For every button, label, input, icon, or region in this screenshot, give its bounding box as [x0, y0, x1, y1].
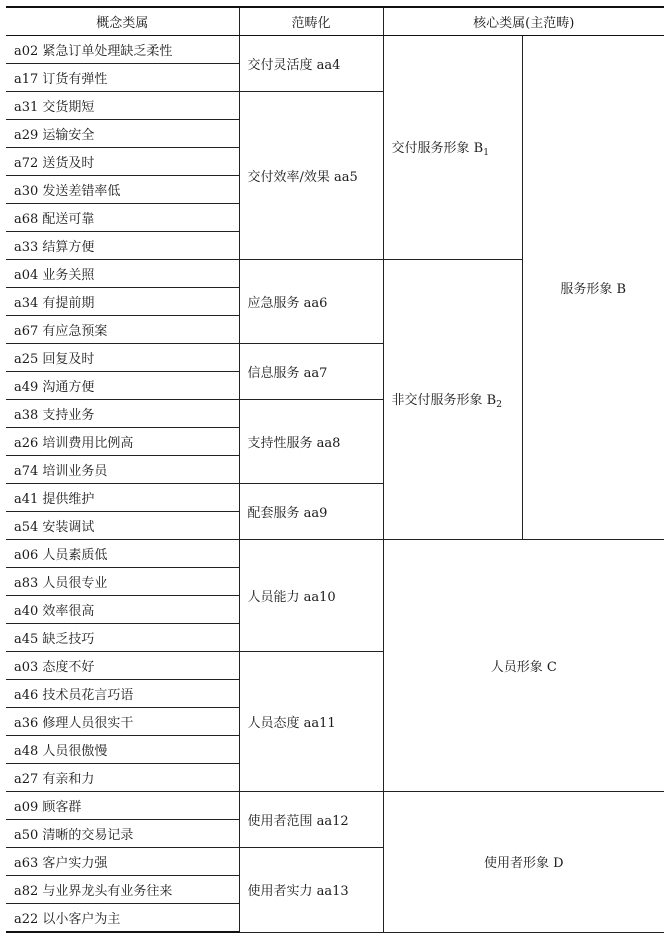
- table-header-row: [6, 7, 664, 36]
- category-cell: 交付灵活度 aa4: [239, 36, 383, 92]
- header-core: 核心类属(主范畴): [383, 7, 664, 36]
- concept-cell: a36 修理人员很实干: [6, 708, 239, 736]
- concept-cell: a09 顾客群: [6, 792, 239, 820]
- category-cell: 人员能力 aa10: [239, 540, 383, 652]
- sub-core-cell: 交付服务形象 $B_1$: [383, 36, 522, 260]
- category-cell: 信息服务 aa7: [239, 344, 383, 400]
- concept-cell: a48 人员很傲慢: [6, 736, 239, 764]
- concept-cell: a45 缺乏技巧: [6, 624, 239, 652]
- category-cell: 支持性服务 aa8: [239, 400, 383, 484]
- concept-cell: a17 订货有弹性: [6, 64, 239, 92]
- concept-cell: a54 安装调试: [6, 512, 239, 540]
- concept-cell: a31 交货期短: [6, 92, 239, 120]
- table-row: [6, 540, 664, 568]
- category-cell: 交付效率/效果 aa5: [239, 92, 383, 260]
- concept-cell: a72 送货及时: [6, 148, 239, 176]
- concept-cell: a06 人员素质低: [6, 540, 239, 568]
- concept-cell: a83 人员很专业: [6, 568, 239, 596]
- core-cell: 人员形象 C: [383, 540, 664, 792]
- concept-cell: a40 效率很高: [6, 596, 239, 624]
- concept-cell: a38 支持业务: [6, 400, 239, 428]
- concept-cell: a03 态度不好: [6, 652, 239, 680]
- concept-cell: a74 培训业务员: [6, 456, 239, 484]
- concept-cell: a46 技术员花言巧语: [6, 680, 239, 708]
- concept-category-table: [6, 6, 664, 933]
- header-concept: 概念类属: [6, 7, 239, 36]
- category-cell: 使用者范围 aa12: [239, 792, 383, 848]
- concept-cell: a30 发送差错率低: [6, 176, 239, 204]
- concept-cell: a34 有提前期: [6, 288, 239, 316]
- concept-cell: a82 与业界龙头有业务往来: [6, 876, 239, 904]
- concept-cell: a02 紧急订单处理缺乏柔性: [6, 36, 239, 64]
- sub-core-cell: 非交付服务形象 $B_2$: [383, 260, 522, 540]
- table-row: [6, 36, 664, 64]
- concept-cell: a04 业务关照: [6, 260, 239, 288]
- category-cell: 配套服务 aa9: [239, 484, 383, 540]
- concept-cell: a27 有亲和力: [6, 764, 239, 792]
- core-cell: 服务形象 B: [522, 36, 664, 540]
- concept-cell: a67 有应急预案: [6, 316, 239, 344]
- concept-cell: a41 提供维护: [6, 484, 239, 512]
- concept-cell: a29 运输安全: [6, 120, 239, 148]
- category-cell: 应急服务 aa6: [239, 260, 383, 344]
- category-cell: 使用者实力 aa13: [239, 848, 383, 933]
- concept-cell: a50 清晰的交易记录: [6, 820, 239, 848]
- concept-cell: a22 以小客户为主: [6, 904, 239, 933]
- core-cell: 使用者形象 D: [383, 792, 664, 933]
- concept-cell: a33 结算方便: [6, 232, 239, 260]
- concept-cell: a49 沟通方便: [6, 372, 239, 400]
- concept-cell: a68 配送可靠: [6, 204, 239, 232]
- table-row: [6, 792, 664, 820]
- concept-cell: a25 回复及时: [6, 344, 239, 372]
- header-category: 范畴化: [239, 7, 383, 36]
- concept-cell: a26 培训费用比例高: [6, 428, 239, 456]
- concept-cell: a63 客户实力强: [6, 848, 239, 876]
- category-cell: 人员态度 aa11: [239, 652, 383, 792]
